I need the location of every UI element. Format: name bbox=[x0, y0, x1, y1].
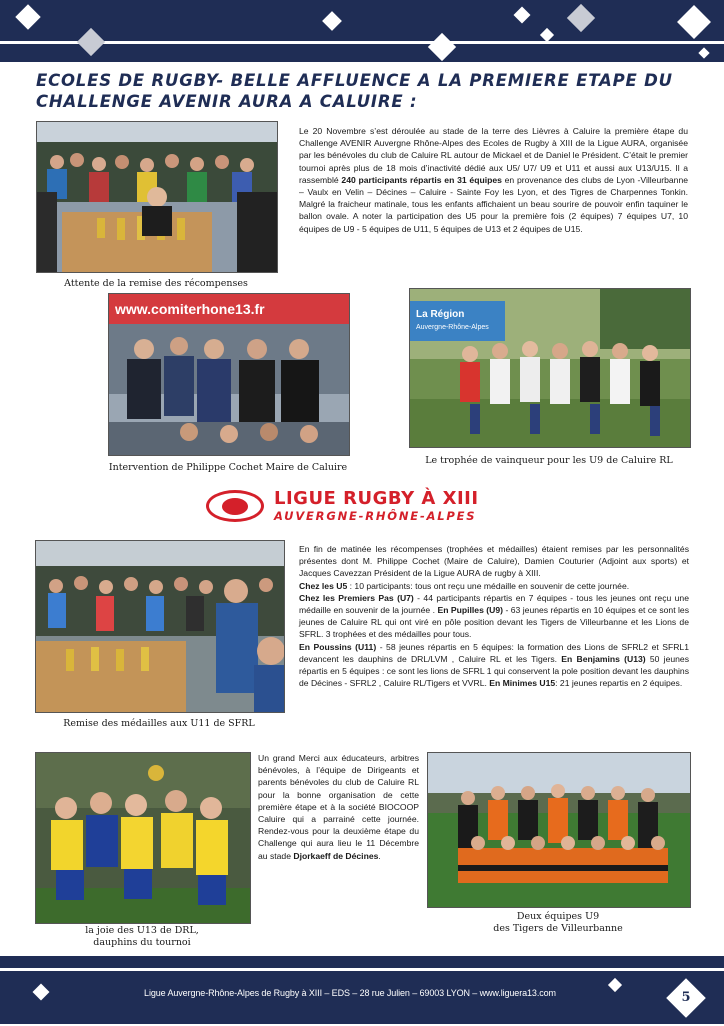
intro-text-2: en provenance des clubs de Lyon -Villeurbanne – Vaulx en Velin – Décines – Caluire - Sainte Foy les Lyon, et des Tigres de Charpennes Tonkin. Malgré la fraicheur matinale, tous les enfants affichaient un beau sourire de pouvoir enfin taquiner le ballon ovale. A noter la participation des U5 pour la première fois (2 équipes) 7 équipes U7, 10 équipes de U9 - 5 équipes de U11, 5 équipes de U13 et 2 équipes de U15. bbox=[299, 174, 689, 234]
page-number-badge bbox=[666, 978, 706, 1018]
logo-title: LIGUE RUGBY À XIII bbox=[274, 488, 479, 509]
results-u7-label: Chez les Premiers Pas (U7) bbox=[299, 592, 414, 603]
caption-photo2: Intervention de Philippe Cochet Maire de Caluire bbox=[108, 462, 348, 473]
thanks-paragraph bbox=[258, 752, 419, 862]
team-photo bbox=[410, 289, 690, 447]
results-intro: En fin de matinée les récompenses (trophées et médailles) étaient remises par les personnalités présentes dont M. Philippe Cochet (Maire de Caluire), Damien Couturier (Adjoint aux sports) et Jacques Cavezzan Président de la Ligue AURA de rugby à XIII. bbox=[299, 544, 689, 579]
photo-u9-tigers bbox=[427, 752, 691, 908]
region-banner-subtext: Auvergne-Rhône-Alpes bbox=[416, 324, 489, 331]
logo-subtitle: AUVERGNE-RHÔNE-ALPES bbox=[274, 509, 477, 523]
header-diamond bbox=[514, 7, 531, 24]
photo-mayor-speech bbox=[108, 293, 350, 456]
photo-u11-medals bbox=[35, 540, 285, 713]
header-diamond bbox=[77, 28, 105, 56]
region-banner-text: La Région bbox=[416, 309, 465, 320]
caption-photo6-line2: des Tigers de Villeurbanne bbox=[493, 923, 623, 934]
results-u15-label: En Minimes U15 bbox=[489, 678, 556, 689]
thanks-end: . bbox=[378, 850, 381, 861]
thanks-text: Un grand Merci aux éducateurs, arbitres bénévoles, à l’équipe de Dirigeants et parents bénévoles du club de Caluire RL pour la bonne organisation de cette première étape et à la société BIOCOOP Caluire qui a parrainé cette journée. Rendez-vous pour la deuxième étape du Challenge qui aura lieu le 11 Décembre au stade bbox=[258, 753, 419, 861]
u13-photo bbox=[36, 753, 250, 923]
results-u9-label: En Pupilles (U9) bbox=[437, 605, 504, 616]
results-paragraph bbox=[299, 543, 689, 689]
ligue-logo bbox=[206, 489, 506, 527]
header-diamond bbox=[540, 28, 554, 42]
page-number: 5 bbox=[681, 990, 691, 1005]
header-diamond bbox=[15, 4, 40, 29]
header-diamond bbox=[567, 4, 595, 32]
footer-address: Ligue Auvergne-Rhône-Alpes de Rugby à XIII – EDS – 28 rue Julien – 69003 LYON – www.liguera13.com bbox=[144, 988, 556, 998]
results-u7-text: - 44 participants répartis en 7 équipes - tous les jeunes ont reçu une médaille en souvenir de la journée . bbox=[299, 592, 689, 616]
results-u5-text: : 10 participants: tous ont reçu une médaille en souvenir de cette journée. bbox=[347, 580, 630, 591]
header-diamond bbox=[698, 47, 709, 58]
thanks-venue: Djorkaeff de Décines bbox=[293, 850, 379, 861]
caption-photo5-line1: la joie des U13 de DRL, bbox=[85, 925, 199, 936]
header-diamond bbox=[428, 33, 456, 61]
results-u15-text: : 21 jeunes repartis en 2 équipes. bbox=[555, 678, 683, 689]
results-u5-label: Chez les U5 bbox=[299, 580, 348, 591]
intro-text-1: Le 20 Novembre s’est déroulée au stade de la terre des Lièvres à Caluire la première étape du Challenge AVENIR Auvergne Rhône-Alpes des Ecoles de Rugby à XIII de la Ligue AURA, organisée par les bénévoles du club de Caluire RL autour de Mickael et de Daniel le Président. C’était le premier tournoi après plus de 18 mois d’inactivité dédié aux U5/ U7/ U9 et U11 et aussi aux U13/U15. Il a rassemblé bbox=[299, 126, 688, 185]
photo-awards-waiting bbox=[36, 121, 278, 273]
results-u13-label: En Benjamins (U13) bbox=[561, 653, 646, 664]
caption-photo6-line1: Deux équipes U9 bbox=[516, 911, 600, 922]
banner-url-text: www.comiterhone13.fr bbox=[115, 301, 265, 317]
caption-photo3: Le trophée de vainqueur pour les U9 de Caluire RL bbox=[425, 455, 673, 466]
tigers-photo bbox=[428, 753, 690, 907]
photo-u9-trophy bbox=[409, 288, 691, 448]
header-band bbox=[0, 0, 724, 62]
rugby-ball-logo-icon bbox=[206, 490, 264, 522]
results-u13-text: 50 jeunes répartis en 5 équipes : ce sont les lions de SFRL 1 qui conservent la pole position devant les dauphins de Décines - SFRL2 , Caluire RL/Tigers et VVRL. bbox=[299, 653, 689, 689]
header-diamond bbox=[322, 11, 342, 31]
caption-photo1: Attente de la remise des récompenses bbox=[64, 278, 248, 289]
header-diamond bbox=[677, 5, 711, 39]
page-title: ECOLES DE RUGBY- BELLE AFFLUENCE A LA PREMIERE ETAPE DU CHALLENGE AVENIR AURA A CALUIRE : bbox=[36, 71, 673, 111]
caption-photo4: Remise des médailles aux U11 de SFRL bbox=[63, 718, 255, 729]
results-u11-label: En Poussins (U11) bbox=[299, 641, 377, 652]
results-u9-text: - 63 jeunes répartis en 10 équipes et ce sont les jeunes de Caluire RL qui ont viré en pôle position devant les Tigers de Villeurbanne et les Lions de SFRL. 3 trophées et des médailles pour tous. bbox=[299, 605, 690, 640]
intro-paragraph bbox=[299, 125, 688, 235]
crowd-photo bbox=[37, 122, 277, 272]
medals-photo bbox=[36, 541, 284, 712]
photo-u13-drl bbox=[35, 752, 251, 924]
speech-photo bbox=[109, 294, 349, 455]
intro-highlight: 240 participants répartis en 31 équipes bbox=[341, 174, 502, 185]
header-stripe bbox=[0, 41, 724, 44]
footer-stripe bbox=[0, 968, 724, 971]
results-u11-text: - 58 jeunes répartis en 5 équipes: la formation des Lions de SFRL2 et SFRL1 devancent les dauphins de DRL/LVM , Caluire RL et les Tigers. bbox=[299, 641, 689, 664]
caption-photo5-line2: dauphins du tournoi bbox=[93, 937, 191, 948]
